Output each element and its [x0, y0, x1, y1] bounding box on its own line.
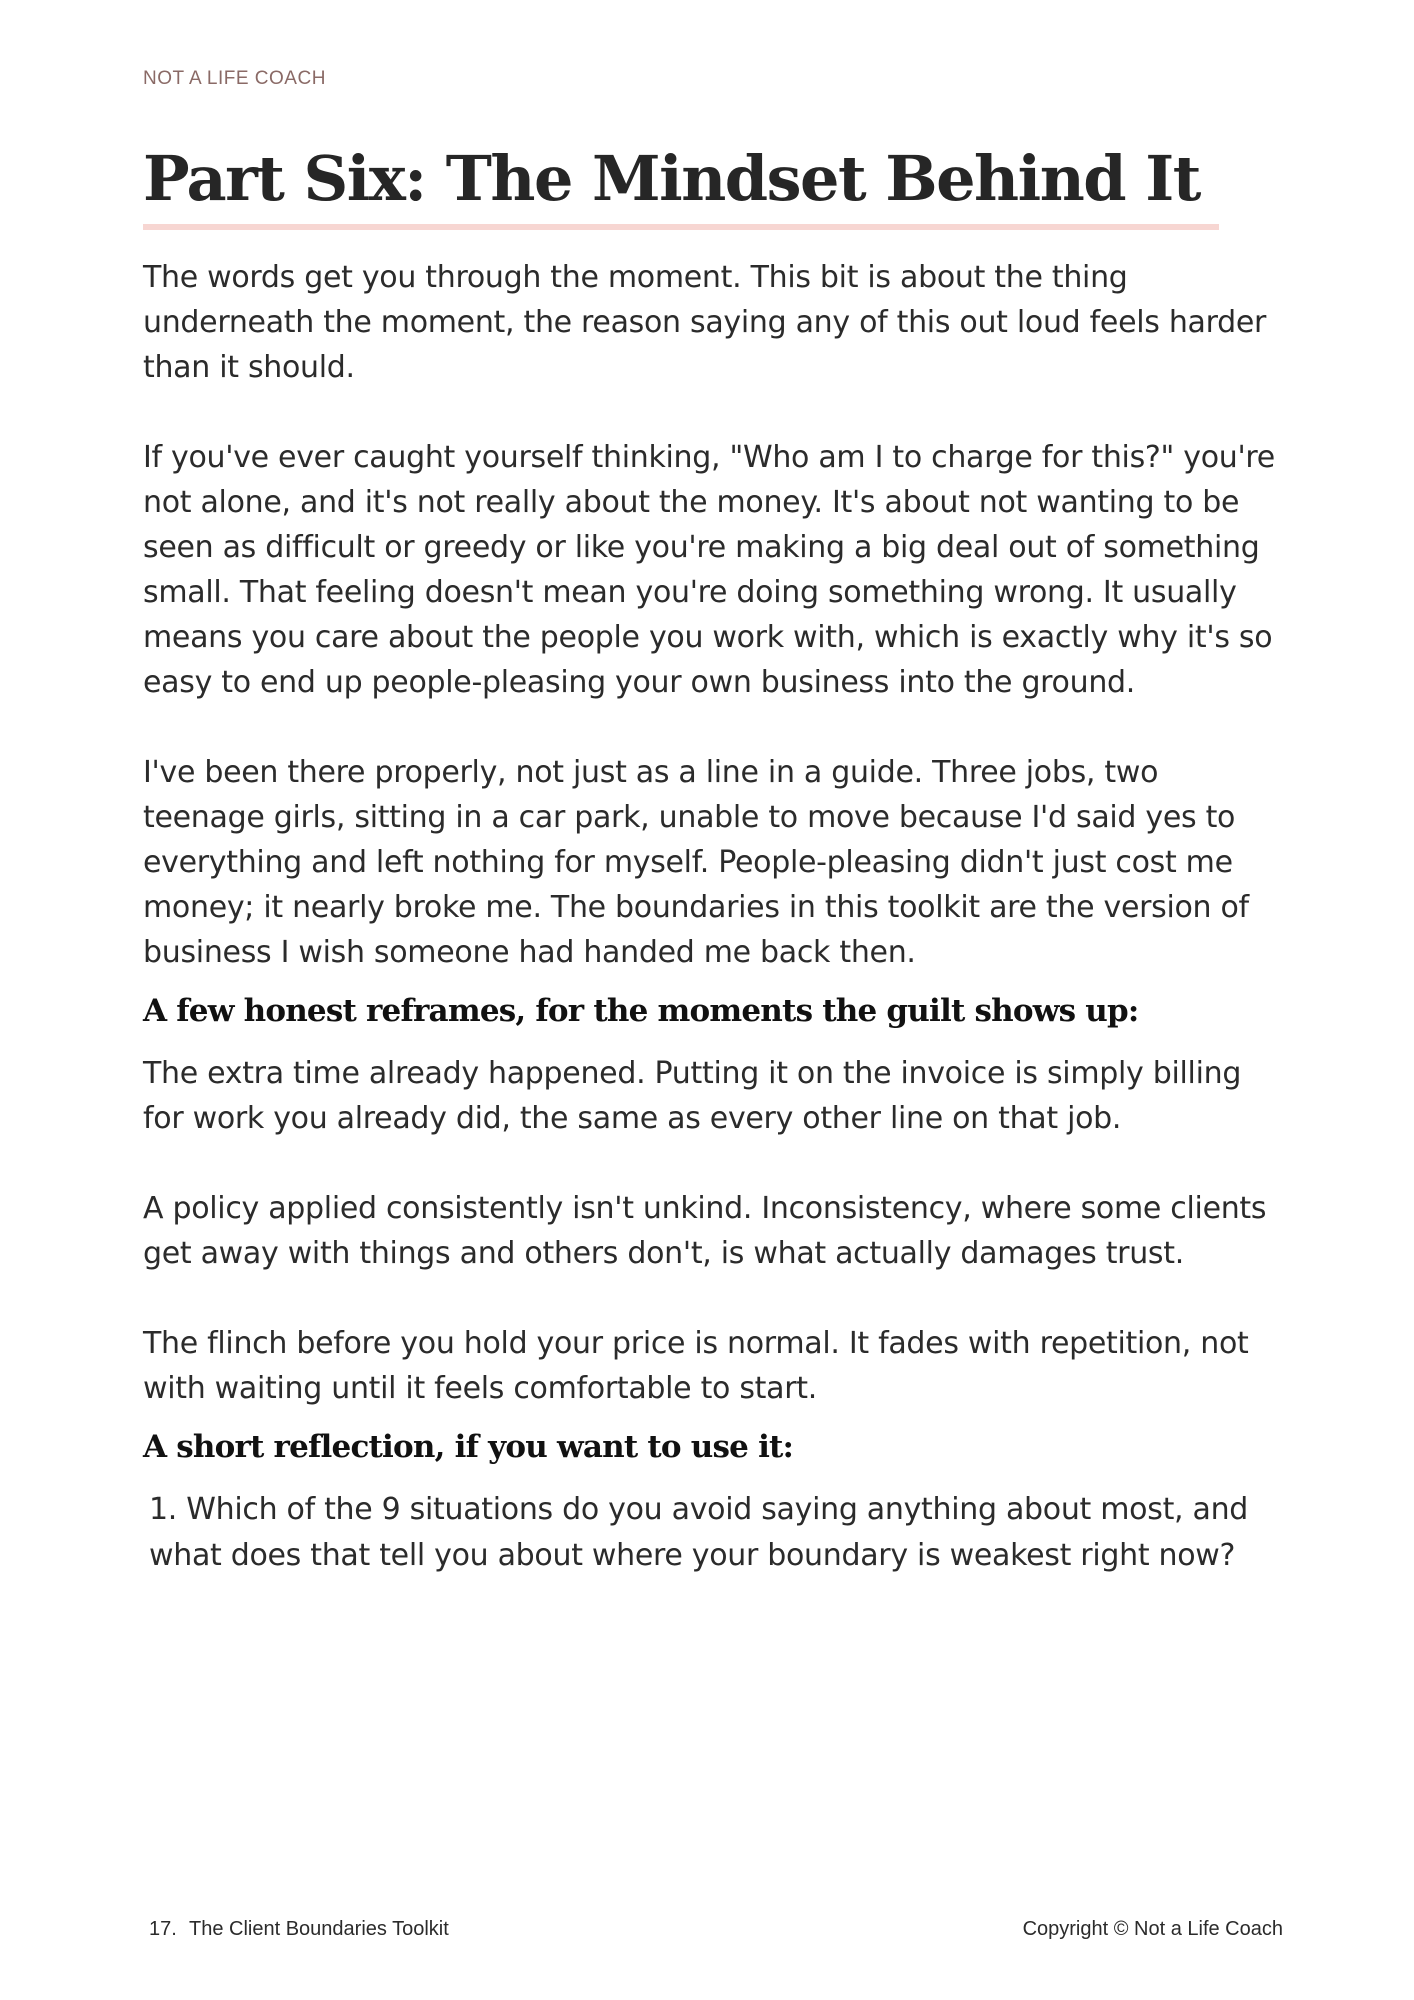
reframe-paragraph: The extra time already happened. Putting it on the invoice is simply billing for work you already did, the same as every other line on that job.: [143, 1056, 1242, 1136]
reframe-paragraph: A policy applied consistently isn't unkind. Inconsistency, where some clients get away with things and others don't, is what actually damages trust.: [143, 1191, 1267, 1271]
document-body: [143, 255, 1283, 1579]
page-title: Part Six: The Mindset Behind It: [143, 142, 1200, 215]
intro-paragraph: The words get you through the moment. This bit is about the thing underneath the moment, the reason saying any of this out loud feels harder than it should.: [143, 260, 1267, 385]
intro-paragraph: I've been there properly, not just as a line in a guide. Three jobs, two teenage girls, sitting in a car park, unable to move because I'd said yes to everything and left nothing for myself. People-pleasing didn't just cost me money; it nearly broke me. The boundaries in this toolkit are the version of business I wish someone had handed me back then.: [143, 755, 1249, 970]
reframe-paragraph: The flinch before you hold your price is normal. It fades with repetition, not with waiting until it feels comfortable to start.: [143, 1326, 1249, 1406]
footer-left: [149, 1918, 449, 1941]
reframes-heading: A few honest reframes, for the moments the guilt shows up:: [143, 993, 1139, 1029]
reflection-list: [143, 1487, 1283, 1579]
reflection-question: 1. Which of the 9 situations do you avoid saying anything about most, and what does that tell you about where your boundary is weakest right now?: [149, 1492, 1249, 1573]
document-page: [143, 0, 1283, 2000]
page-number: 17.: [149, 1918, 177, 1940]
footer-copyright: Copyright © Not a Life Coach: [1022, 1918, 1283, 1940]
intro-paragraph: If you've ever caught yourself thinking, "Who am I to charge for this?" you're not alone, and it's not really about the money. It's about not wanting to be seen as difficult or greedy or like you're making a big deal out of something small. That feeling doesn't mean you're doing something wrong. It usually means you care about the people you work with, which is exactly why it's so easy to end up people-pleasing your own business into the ground.: [143, 440, 1275, 700]
reflection-heading: A short reflection, if you want to use it:: [143, 1429, 794, 1465]
footer-doc-title: The Client Boundaries Toolkit: [189, 1918, 449, 1940]
brand-label: NOT A LIFE COACH: [143, 68, 326, 89]
title-underline: [143, 224, 1219, 230]
